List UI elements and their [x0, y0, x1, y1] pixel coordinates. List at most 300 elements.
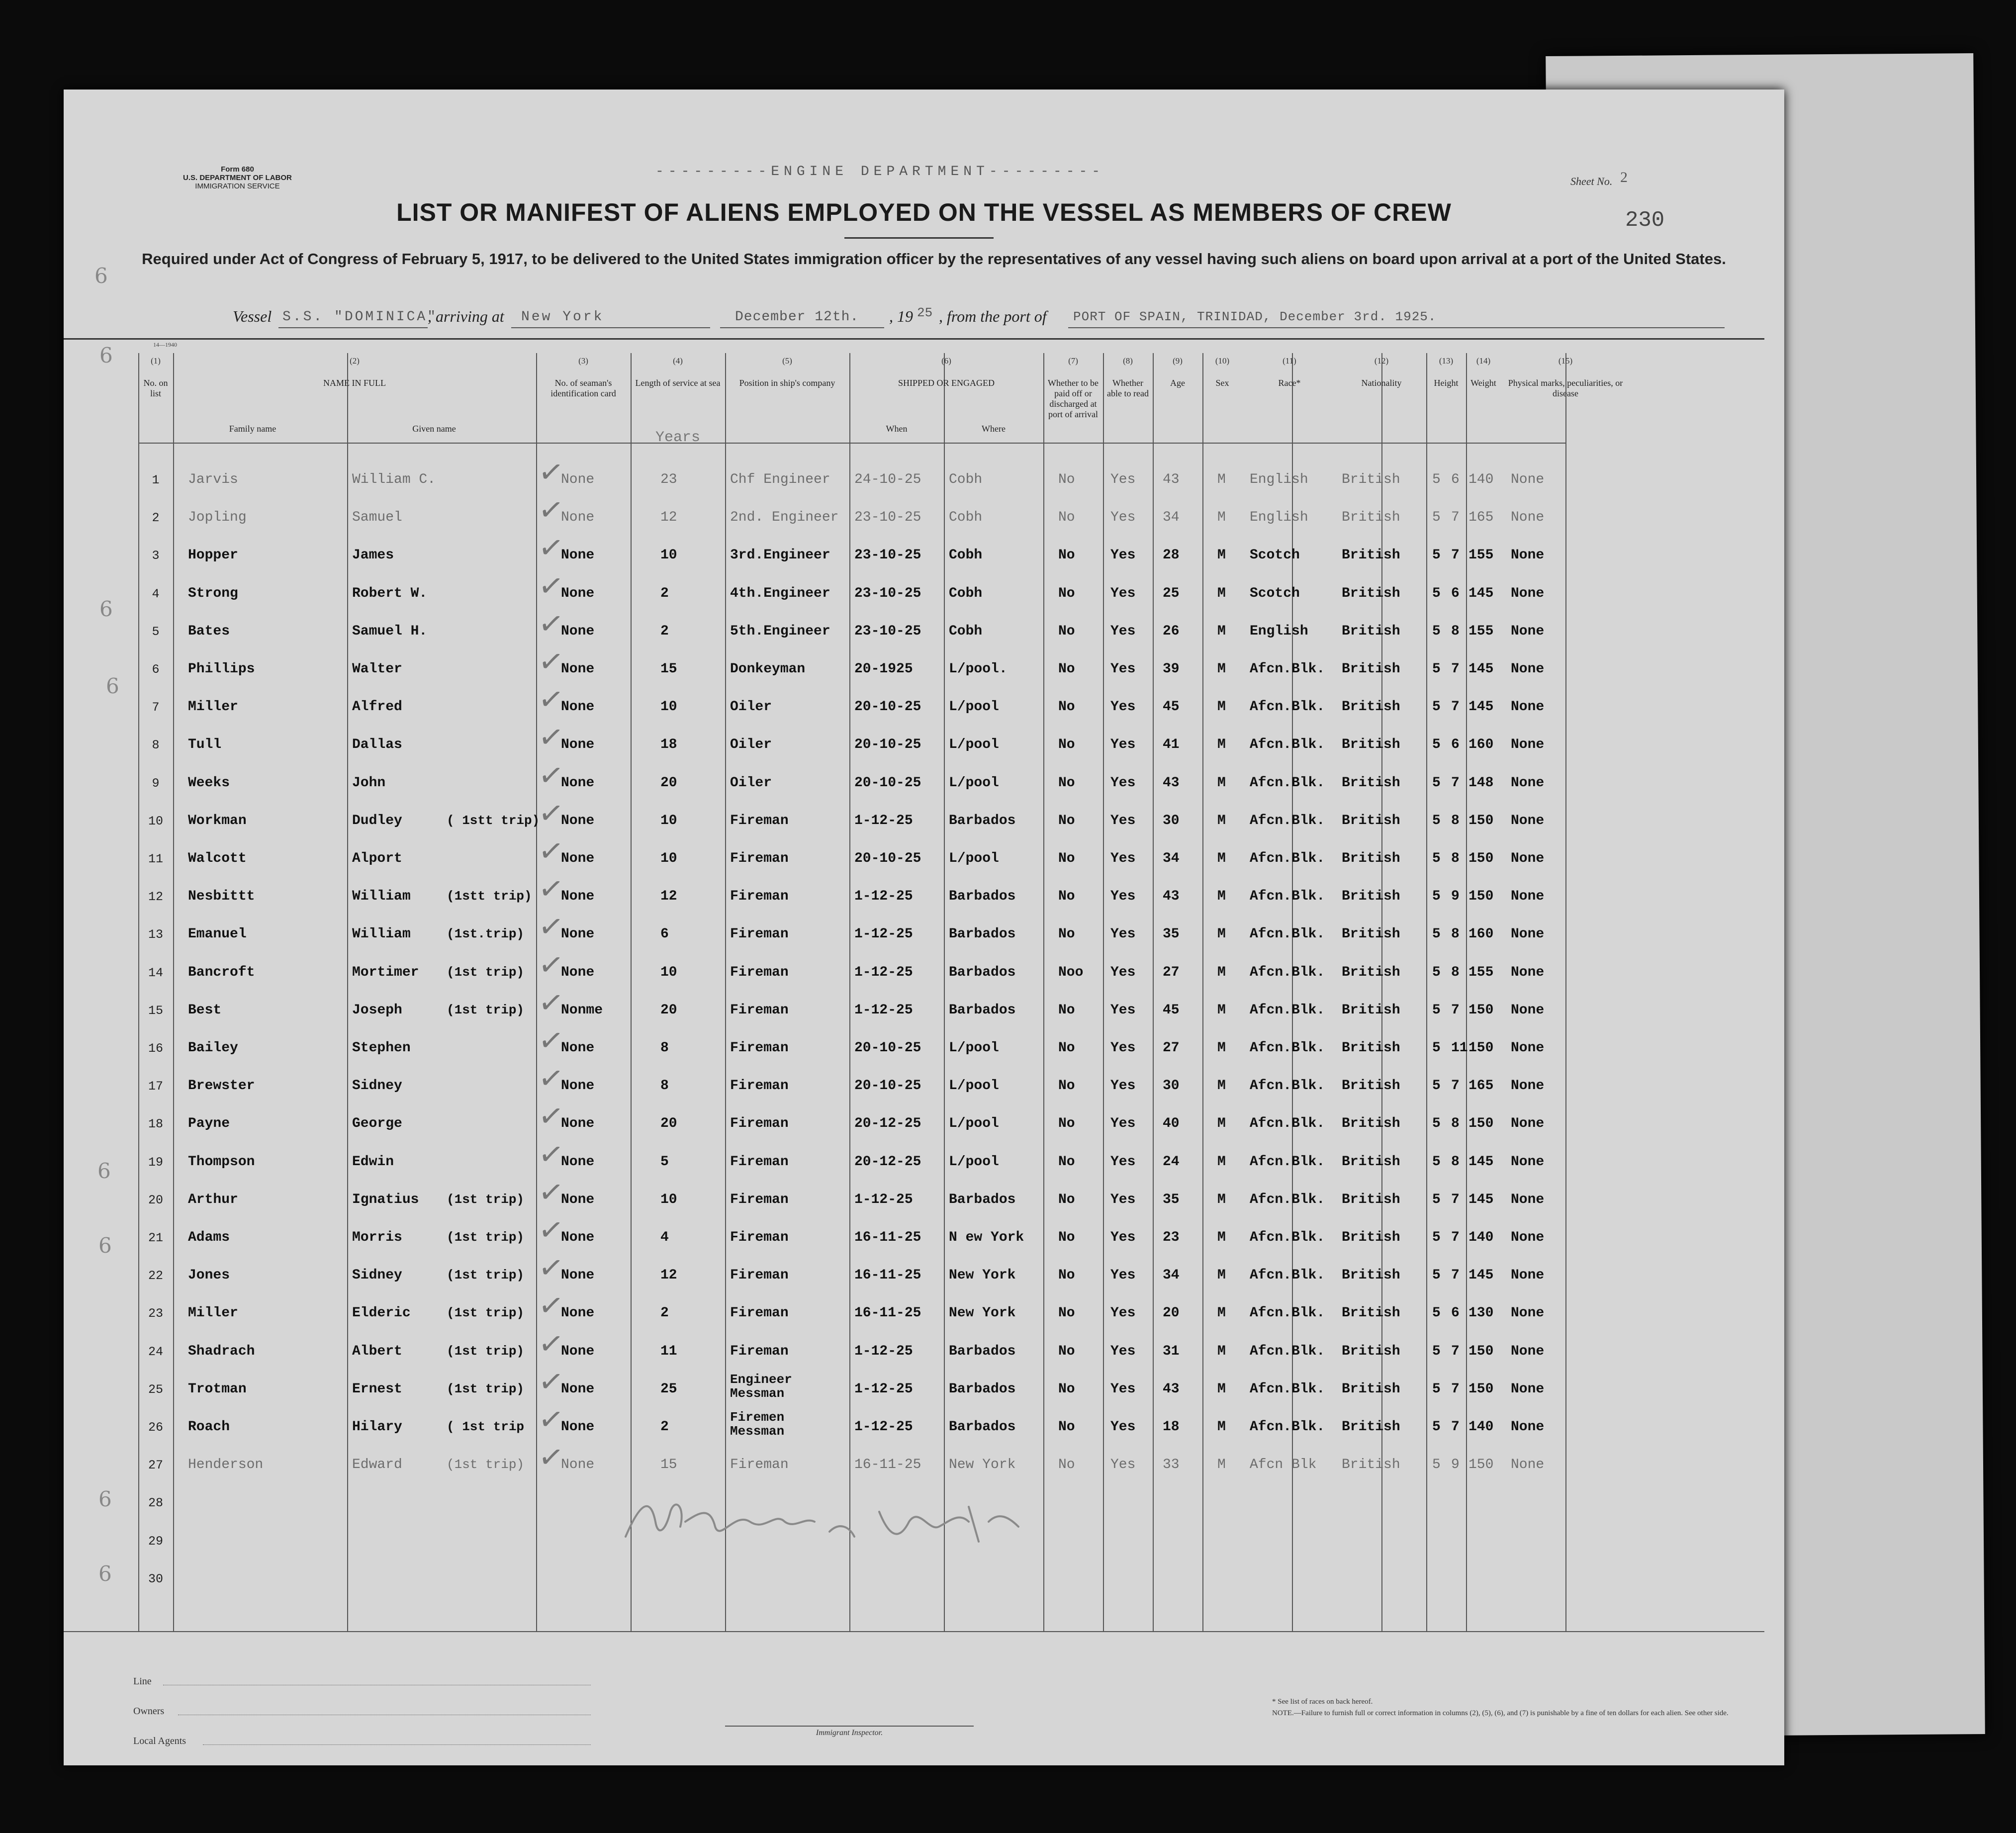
paid-off: No	[1058, 1381, 1075, 1397]
years-service: 10	[660, 813, 677, 828]
manifest-page	[64, 90, 1784, 1765]
shipped-when: 23-10-25	[854, 623, 921, 639]
column-number: (9)	[1173, 356, 1183, 366]
weight: 145	[1468, 585, 1494, 601]
height-feet: 5	[1432, 813, 1441, 828]
id-card: None	[561, 775, 595, 791]
able-to-read: Yes	[1110, 1154, 1136, 1170]
nationality: British	[1342, 1343, 1400, 1359]
physical-marks: None	[1511, 1116, 1545, 1132]
race: Afcn.Blk.	[1250, 1078, 1325, 1094]
weight: 150	[1468, 1343, 1494, 1359]
position: 5th.Engineer	[730, 623, 830, 639]
years-service: 10	[660, 1191, 677, 1207]
age: 43	[1163, 889, 1180, 905]
height-feet: 5	[1432, 1002, 1441, 1018]
race: Scotch	[1250, 548, 1300, 563]
check-icon: ✓	[536, 946, 566, 984]
years-service: 11	[660, 1343, 677, 1359]
family-name: Roach	[188, 1419, 230, 1435]
height-feet: 5	[1432, 1078, 1441, 1094]
height-feet: 5	[1432, 1419, 1441, 1435]
shipped-where: Barbados	[949, 926, 1016, 942]
paid-off: Noo	[1058, 964, 1084, 980]
margin-mark: 6	[98, 1561, 112, 1586]
column-number: (5)	[782, 356, 792, 366]
height-inches: 7	[1451, 1343, 1460, 1359]
race: Afcn.Blk.	[1250, 1116, 1325, 1132]
sex: M	[1217, 1305, 1226, 1321]
family-name: Phillips	[188, 661, 255, 677]
race: Afcn.Blk.	[1250, 1191, 1325, 1207]
column-subheader: Family name	[229, 424, 276, 434]
height-inches: 6	[1451, 737, 1460, 753]
margin-mark: 6	[106, 674, 119, 698]
vessel-label: Vessel	[233, 307, 272, 325]
age: 31	[1163, 1343, 1180, 1359]
height-inches: 7	[1451, 1078, 1460, 1094]
nationality: British	[1342, 548, 1400, 563]
weight: 150	[1468, 1457, 1494, 1473]
paid-off: No	[1058, 1078, 1075, 1094]
department-heading: ---------ENGINE DEPARTMENT---------	[655, 164, 1105, 180]
position: Fireman	[730, 1116, 789, 1132]
margin-mark: 6	[94, 264, 108, 288]
check-icon: ✓	[536, 1325, 566, 1363]
shipped-where: L/pool.	[949, 661, 1008, 677]
given-name: Samuel	[352, 510, 402, 526]
column-number: (4)	[673, 356, 683, 366]
id-card: None	[561, 1457, 595, 1473]
height-feet: 5	[1432, 510, 1441, 526]
sheet-label: Sheet No.	[1570, 175, 1613, 187]
nationality: British	[1342, 851, 1400, 866]
check-icon: ✓	[536, 1400, 566, 1439]
age: 28	[1163, 548, 1180, 563]
nationality: British	[1342, 1154, 1400, 1170]
column-divider	[849, 353, 850, 1631]
nationality: British	[1342, 661, 1400, 677]
nationality: British	[1342, 1230, 1400, 1245]
age: 27	[1163, 1040, 1180, 1056]
physical-marks: None	[1511, 1154, 1545, 1170]
column-number: (8)	[1123, 356, 1133, 366]
paid-off: No	[1058, 1116, 1075, 1132]
shipped-where: New York	[949, 1268, 1016, 1283]
years-annotation: Years	[655, 429, 700, 446]
height-inches: 6	[1451, 585, 1460, 601]
physical-marks: None	[1511, 585, 1545, 601]
nationality: British	[1342, 472, 1400, 487]
row-number: 24	[148, 1344, 163, 1359]
physical-marks: None	[1511, 889, 1545, 905]
row-number: 14	[148, 965, 163, 980]
column-divider	[173, 353, 174, 1631]
height-inches: 9	[1451, 1457, 1460, 1473]
height-feet: 5	[1432, 1230, 1441, 1245]
paid-off: No	[1058, 851, 1075, 866]
arriving-port: New York	[521, 309, 604, 325]
physical-marks: None	[1511, 926, 1545, 942]
sex: M	[1217, 1154, 1226, 1170]
height-feet: 5	[1432, 1040, 1441, 1056]
physical-marks: None	[1511, 510, 1545, 526]
race: Scotch	[1250, 585, 1300, 601]
paid-off: No	[1058, 1040, 1075, 1056]
height-feet: 5	[1432, 1381, 1441, 1397]
id-card: None	[561, 472, 595, 487]
able-to-read: Yes	[1110, 775, 1136, 791]
weight: 150	[1468, 1002, 1494, 1018]
years-service: 5	[660, 1154, 669, 1170]
position: 4th.Engineer	[730, 585, 830, 601]
paid-off: No	[1058, 1419, 1075, 1435]
height-inches: 11	[1451, 1040, 1468, 1056]
race: Afcn.Blk.	[1250, 1154, 1325, 1170]
sex: M	[1217, 1002, 1226, 1018]
column-divider	[536, 353, 537, 1631]
check-icon: ✓	[536, 1060, 566, 1098]
paid-off: No	[1058, 1268, 1075, 1283]
column-number: (2)	[350, 356, 360, 366]
able-to-read: Yes	[1110, 1040, 1136, 1056]
able-to-read: Yes	[1110, 1268, 1136, 1283]
age: 34	[1163, 851, 1180, 866]
height-feet: 5	[1432, 889, 1441, 905]
race: Afcn.Blk.	[1250, 926, 1325, 942]
physical-marks: None	[1511, 1230, 1545, 1245]
row-number: 8	[152, 738, 160, 753]
year-prefix: , 19	[889, 307, 913, 325]
age: 33	[1163, 1457, 1180, 1473]
shipped-where: Barbados	[949, 1002, 1016, 1018]
family-name: Thompson	[188, 1154, 255, 1170]
weight: 145	[1468, 1154, 1494, 1170]
shipped-where: L/pool	[949, 775, 999, 791]
shipped-when: 1-12-25	[854, 926, 913, 942]
column-number: (13)	[1439, 356, 1454, 366]
family-name: Miller	[188, 1305, 238, 1321]
physical-marks: None	[1511, 1268, 1545, 1283]
column-divider	[1426, 353, 1427, 1631]
years-service: 2	[660, 623, 669, 639]
shipped-when: 20-1925	[854, 661, 913, 677]
shipped-where: L/pool	[949, 851, 999, 866]
sex: M	[1217, 889, 1226, 905]
row-number: 19	[148, 1155, 163, 1170]
signature	[621, 1492, 1068, 1552]
physical-marks: None	[1511, 472, 1545, 487]
row-number: 26	[148, 1420, 163, 1435]
trip-note: (1st trip)	[447, 1343, 525, 1359]
trip-note: ( 1st trip	[447, 1419, 525, 1434]
column-subheader: Given name	[412, 424, 456, 434]
position: Fireman	[730, 926, 789, 942]
position: Fireman	[730, 1268, 789, 1283]
height-feet: 5	[1432, 699, 1441, 715]
shipped-where: Barbados	[949, 813, 1016, 828]
id-card: None	[561, 510, 595, 526]
check-icon: ✓	[536, 1211, 566, 1250]
family-name: Payne	[188, 1116, 230, 1132]
age: 35	[1163, 926, 1180, 942]
able-to-read: Yes	[1110, 889, 1136, 905]
physical-marks: None	[1511, 548, 1545, 563]
id-card: None	[561, 1154, 595, 1170]
sex: M	[1217, 1268, 1226, 1283]
race: Afcn Blk	[1250, 1457, 1317, 1473]
position: Fireman	[730, 1002, 789, 1018]
paid-off: No	[1058, 1230, 1075, 1245]
page-title: LIST OR MANIFEST OF ALIENS EMPLOYED ON THE VESSEL AS MEMBERS OF CREW	[396, 198, 1452, 226]
given-name: Mortimer	[352, 964, 419, 980]
shipped-where: Cobh	[949, 548, 983, 563]
family-name: Workman	[188, 813, 247, 828]
shipped-where: Barbados	[949, 1191, 1016, 1207]
id-card: None	[561, 1381, 595, 1397]
check-icon: ✓	[536, 984, 566, 1022]
penalty-note: NOTE.—Failure to furnish full or correct information in columns (2), (5), (6), and (7) is punishable by a fine of ten dollars for each alien. See other side.	[1272, 1709, 1729, 1717]
shipped-when: 20-10-25	[854, 1078, 921, 1094]
trip-note: (1st trip)	[447, 1191, 525, 1207]
column-header: SHIPPED OR ENGAGED	[898, 378, 995, 388]
height-inches: 8	[1451, 813, 1460, 828]
column-number: (11)	[1283, 356, 1296, 366]
nationality: British	[1342, 1381, 1400, 1397]
paid-off: No	[1058, 510, 1075, 526]
nationality: British	[1342, 926, 1400, 942]
family-name: Emanuel	[188, 926, 247, 942]
sex: M	[1217, 699, 1226, 715]
row-number: 17	[148, 1079, 163, 1094]
column-number: (10)	[1215, 356, 1230, 366]
height-inches: 9	[1451, 889, 1460, 905]
physical-marks: None	[1511, 1419, 1545, 1435]
nationality: British	[1342, 1078, 1400, 1094]
given-name: George	[352, 1116, 402, 1132]
given-name: William	[352, 926, 411, 942]
check-icon: ✓	[536, 756, 566, 795]
height-inches: 8	[1451, 1154, 1460, 1170]
id-card: None	[561, 889, 595, 905]
height-inches: 8	[1451, 926, 1460, 942]
able-to-read: Yes	[1110, 1457, 1136, 1473]
id-card: None	[561, 813, 595, 828]
column-divider	[1202, 353, 1203, 1631]
nationality: British	[1342, 1457, 1400, 1473]
weight: 140	[1468, 1230, 1494, 1245]
column-number: (12)	[1374, 356, 1389, 366]
id-card: None	[561, 964, 595, 980]
column-divider	[1292, 353, 1293, 1631]
column-divider	[1103, 353, 1104, 1631]
race: English	[1250, 510, 1308, 526]
title-rule	[844, 237, 994, 239]
form-code: 14—1940	[153, 341, 177, 348]
weight: 145	[1468, 699, 1494, 715]
family-name: Hopper	[188, 548, 238, 563]
column-header: No. of seaman's identification card	[550, 378, 616, 398]
able-to-read: Yes	[1110, 699, 1136, 715]
height-feet: 5	[1432, 1154, 1441, 1170]
years-service: 15	[660, 661, 677, 677]
race: Afcn.Blk.	[1250, 775, 1325, 791]
trip-note: (1st trip)	[447, 1305, 525, 1321]
row-number: 21	[148, 1231, 163, 1245]
years-service: 2	[660, 1305, 669, 1321]
nationality: British	[1342, 889, 1400, 905]
column-number: (15)	[1558, 356, 1573, 366]
height-inches: 8	[1451, 964, 1460, 980]
weight: 150	[1468, 851, 1494, 866]
family-name: Walcott	[188, 851, 247, 866]
row-number: 20	[148, 1192, 163, 1207]
nationality: British	[1342, 964, 1400, 980]
height-inches: 6	[1451, 472, 1460, 487]
trip-note: (1st trip)	[447, 1230, 525, 1245]
given-name: Elderic	[352, 1305, 411, 1321]
position: Fireman	[730, 889, 789, 905]
row-number: 29	[148, 1534, 163, 1549]
years-service: 20	[660, 775, 677, 791]
vessel-name: S.S. "DOMINICA"	[282, 309, 438, 325]
physical-marks: None	[1511, 964, 1545, 980]
shipped-where: Cobh	[949, 472, 983, 487]
race: Afcn.Blk.	[1250, 964, 1325, 980]
able-to-read: Yes	[1110, 1343, 1136, 1359]
family-name: Jopling	[188, 510, 247, 526]
row-number: 18	[148, 1117, 163, 1132]
weight: 148	[1468, 775, 1494, 791]
arriving-label: , arriving at	[428, 307, 504, 325]
sex: M	[1217, 623, 1226, 639]
nationality: British	[1342, 585, 1400, 601]
physical-marks: None	[1511, 1002, 1545, 1018]
height-feet: 5	[1432, 472, 1441, 487]
column-divider	[1153, 353, 1154, 1631]
page-stamp: 230	[1625, 208, 1665, 233]
row-number: 15	[148, 1003, 163, 1018]
age: 43	[1163, 472, 1180, 487]
shipped-when: 1-12-25	[854, 813, 913, 828]
shipped-where: L/pool	[949, 1154, 999, 1170]
column-divider	[1466, 353, 1467, 1631]
years-service: 2	[660, 585, 669, 601]
given-name: Walter	[352, 661, 402, 677]
id-card: None	[561, 1419, 595, 1435]
check-icon: ✓	[536, 605, 566, 643]
years-service: 2	[660, 1419, 669, 1435]
agents-field	[203, 1744, 591, 1745]
sex: M	[1217, 585, 1226, 601]
from-label: , from the port of	[939, 307, 1047, 325]
id-card: None	[561, 1040, 595, 1056]
paid-off: No	[1058, 775, 1075, 791]
margin-mark: 6	[98, 1233, 112, 1258]
able-to-read: Yes	[1110, 1002, 1136, 1018]
height-inches: 7	[1451, 1230, 1460, 1245]
column-header: Physical marks, peculiarities, or disease	[1508, 378, 1623, 398]
column-divider	[1043, 353, 1044, 1631]
shipped-where: L/pool	[949, 699, 999, 715]
race: Afcn.Blk.	[1250, 1002, 1325, 1018]
trip-note: (1st trip)	[447, 1457, 525, 1472]
years-service: 12	[660, 889, 677, 905]
paid-off: No	[1058, 548, 1075, 563]
years-service: 4	[660, 1230, 669, 1245]
row-number: 23	[148, 1306, 163, 1321]
height-inches: 7	[1451, 548, 1460, 563]
shipped-where: New York	[949, 1305, 1016, 1321]
weight: 140	[1468, 472, 1494, 487]
years-service: 10	[660, 964, 677, 980]
column-header: Race*	[1278, 378, 1301, 388]
given-name: Edward	[352, 1457, 402, 1473]
paid-off: No	[1058, 472, 1075, 487]
sex: M	[1217, 737, 1226, 753]
height-feet: 5	[1432, 775, 1441, 791]
able-to-read: Yes	[1110, 1419, 1136, 1435]
paid-off: No	[1058, 1191, 1075, 1207]
given-name: Alport	[352, 851, 402, 866]
paid-off: No	[1058, 1457, 1075, 1473]
family-name: Shadrach	[188, 1343, 255, 1359]
trip-note: (1st trip)	[447, 1002, 525, 1017]
position: Fireman	[730, 1305, 789, 1321]
year-suffix: 25	[917, 305, 933, 320]
shipped-where: Barbados	[949, 964, 1016, 980]
race-note: * See list of races on back hereof.	[1272, 1698, 1373, 1706]
family-name: Tull	[188, 737, 222, 753]
position: Fireman	[730, 1191, 789, 1207]
nationality: British	[1342, 623, 1400, 639]
row-number: 28	[148, 1496, 163, 1511]
height-inches: 7	[1451, 1381, 1460, 1397]
sex: M	[1217, 1381, 1226, 1397]
family-name: Strong	[188, 585, 238, 601]
row-number: 25	[148, 1382, 163, 1397]
nationality: British	[1342, 1002, 1400, 1018]
id-card: None	[561, 1230, 595, 1245]
years-service: 10	[660, 699, 677, 715]
given-name: Samuel H.	[352, 623, 428, 639]
years-service: 20	[660, 1116, 677, 1132]
sex: M	[1217, 1419, 1226, 1435]
immigration-service: IMMIGRATION SERVICE	[195, 182, 280, 190]
shipped-where: New York	[949, 1457, 1016, 1473]
years-service: 12	[660, 1268, 677, 1283]
check-icon: ✓	[536, 453, 566, 492]
race: Afcn.Blk.	[1250, 1305, 1325, 1321]
shipped-when: 20-10-25	[854, 775, 921, 791]
nationality: British	[1342, 1419, 1400, 1435]
given-name: Dudley	[352, 813, 402, 828]
owners-label: Owners	[133, 1706, 165, 1717]
age: 25	[1163, 585, 1180, 601]
margin-mark: 6	[99, 343, 113, 367]
age: 35	[1163, 1191, 1180, 1207]
family-name: Bates	[188, 623, 230, 639]
height-feet: 5	[1432, 1457, 1441, 1473]
trip-note: (1st trip)	[447, 1268, 525, 1283]
race: Afcn.Blk.	[1250, 851, 1325, 866]
age: 39	[1163, 661, 1180, 677]
shipped-where: L/pool	[949, 1040, 999, 1056]
able-to-read: Yes	[1110, 510, 1136, 526]
shipped-when: 1-12-25	[854, 1191, 913, 1207]
check-icon: ✓	[536, 832, 566, 871]
weight: 150	[1468, 1381, 1494, 1397]
